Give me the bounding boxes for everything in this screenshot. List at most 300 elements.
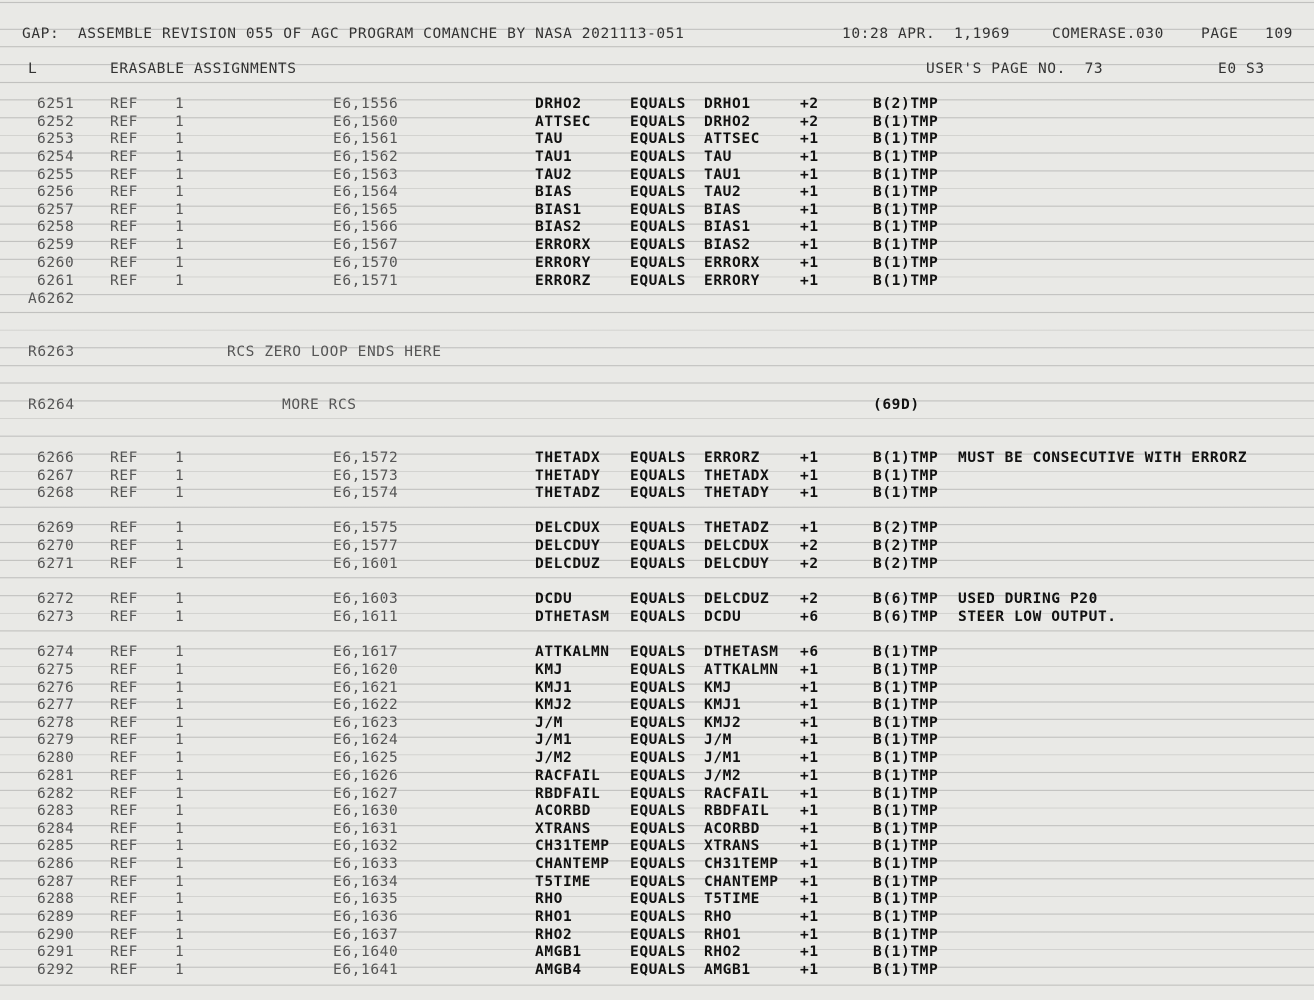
line-number: 6280 (37, 750, 75, 766)
offset: +1 (800, 962, 819, 978)
line-number: 6275 (37, 662, 75, 678)
bank-type: B(1)TMP (873, 131, 939, 147)
operand: THETADY (704, 485, 770, 501)
address: E6,1630 (333, 803, 399, 819)
operand: TAU1 (704, 167, 742, 183)
address: E6,1626 (333, 768, 399, 784)
ref-count: 1 (175, 485, 185, 501)
line-number: 6253 (37, 131, 75, 147)
address: E6,1577 (333, 538, 399, 554)
address: E6,1620 (333, 662, 399, 678)
operand: ERRORZ (704, 450, 760, 466)
ref-tag: REF (110, 202, 138, 218)
address: E6,1562 (333, 149, 399, 165)
offset: +1 (800, 468, 819, 484)
line-number: 6256 (37, 184, 75, 200)
comment: USED DURING P20 (958, 591, 1098, 607)
offset: +1 (800, 202, 819, 218)
opcode: EQUALS (630, 184, 686, 200)
operand: J/M1 (704, 750, 742, 766)
address: E6,1622 (333, 697, 399, 713)
line-number: 6251 (37, 96, 75, 112)
opcode: EQUALS (630, 909, 686, 925)
opcode: EQUALS (630, 715, 686, 731)
offset: +1 (800, 662, 819, 678)
header-page-number: 109 (1265, 26, 1293, 42)
opcode: EQUALS (630, 609, 686, 625)
offset: +1 (800, 715, 819, 731)
symbol-label: XTRANS (535, 821, 591, 837)
line-number: 6255 (37, 167, 75, 183)
opcode: EQUALS (630, 927, 686, 943)
header-file: COMERASE.030 (1052, 26, 1164, 42)
ref-count: 1 (175, 662, 185, 678)
symbol-label: RBDFAIL (535, 786, 601, 802)
ref-count: 1 (175, 237, 185, 253)
line-number: 6277 (37, 697, 75, 713)
ref-count: 1 (175, 219, 185, 235)
symbol-label: TAU (535, 131, 563, 147)
header-l-marker: L (28, 61, 38, 77)
offset: +1 (800, 450, 819, 466)
bank-type: B(2)TMP (873, 520, 939, 536)
ref-tag: REF (110, 662, 138, 678)
operand: TAU (704, 149, 732, 165)
symbol-label: ACORBD (535, 803, 591, 819)
ref-count: 1 (175, 114, 185, 130)
ref-count: 1 (175, 96, 185, 112)
operand: T5TIME (704, 891, 760, 907)
ref-tag: REF (110, 184, 138, 200)
operand: XTRANS (704, 838, 760, 854)
bank-type: B(1)TMP (873, 237, 939, 253)
address: E6,1570 (333, 255, 399, 271)
offset: +1 (800, 944, 819, 960)
line-number: 6266 (37, 450, 75, 466)
ref-tag: REF (110, 680, 138, 696)
ref-tag: REF (110, 237, 138, 253)
bank-type: B(1)TMP (873, 838, 939, 854)
address: E6,1641 (333, 962, 399, 978)
bank-type: B(1)TMP (873, 149, 939, 165)
offset: +2 (800, 591, 819, 607)
bank-type: B(1)TMP (873, 219, 939, 235)
bank-type: B(1)TMP (873, 697, 939, 713)
ref-tag: REF (110, 927, 138, 943)
ref-count: 1 (175, 944, 185, 960)
address: E6,1631 (333, 821, 399, 837)
offset: +1 (800, 891, 819, 907)
ref-count: 1 (175, 838, 185, 854)
opcode: EQUALS (630, 662, 686, 678)
address: E6,1633 (333, 856, 399, 872)
ref-tag: REF (110, 856, 138, 872)
ref-count: 1 (175, 255, 185, 271)
bank-type: B(2)TMP (873, 538, 939, 554)
opcode: EQUALS (630, 255, 686, 271)
bank-type: B(1)TMP (873, 821, 939, 837)
symbol-label: ERRORY (535, 255, 591, 271)
bank-type: B(1)TMP (873, 768, 939, 784)
bank-type: B(1)TMP (873, 644, 939, 660)
line-number: 6267 (37, 468, 75, 484)
address: E6,1575 (333, 520, 399, 536)
ref-count: 1 (175, 273, 185, 289)
offset: +1 (800, 768, 819, 784)
opcode: EQUALS (630, 750, 686, 766)
line-number: 6268 (37, 485, 75, 501)
offset: +1 (800, 750, 819, 766)
offset: +1 (800, 131, 819, 147)
section-title: ERASABLE ASSIGNMENTS (110, 61, 297, 77)
line-number: 6283 (37, 803, 75, 819)
opcode: EQUALS (630, 697, 686, 713)
ref-tag: REF (110, 219, 138, 235)
operand: CHANTEMP (704, 874, 779, 890)
symbol-label: CH31TEMP (535, 838, 610, 854)
opcode: EQUALS (630, 944, 686, 960)
line-number: 6290 (37, 927, 75, 943)
operand: THETADX (704, 468, 770, 484)
ref-tag: REF (110, 732, 138, 748)
bank-type: B(1)TMP (873, 485, 939, 501)
opcode: EQUALS (630, 485, 686, 501)
opcode: EQUALS (630, 273, 686, 289)
opcode: EQUALS (630, 114, 686, 130)
offset: +1 (800, 184, 819, 200)
symbol-label: CHANTEMP (535, 856, 610, 872)
address: E6,1640 (333, 944, 399, 960)
offset: +1 (800, 821, 819, 837)
operand: AMGB1 (704, 962, 751, 978)
header-page-label: PAGE (1201, 26, 1239, 42)
offset: +1 (800, 697, 819, 713)
symbol-label: BIAS (535, 184, 573, 200)
line-number: 6279 (37, 732, 75, 748)
operand: DELCDUY (704, 556, 770, 572)
ref-count: 1 (175, 450, 185, 466)
ref-tag: REF (110, 874, 138, 890)
remark-line-number-r6263: R6263 (28, 344, 75, 360)
opcode: EQUALS (630, 732, 686, 748)
offset: +2 (800, 114, 819, 130)
address: E6,1624 (333, 732, 399, 748)
address: E6,1623 (333, 715, 399, 731)
ref-count: 1 (175, 803, 185, 819)
symbol-label: RHO2 (535, 927, 573, 943)
bank-type: B(1)TMP (873, 184, 939, 200)
address: E6,1617 (333, 644, 399, 660)
opcode: EQUALS (630, 644, 686, 660)
symbol-label: BIAS1 (535, 202, 582, 218)
remark-line-number-r6264: R6264 (28, 397, 75, 413)
symbol-label: J/M (535, 715, 563, 731)
operand: DTHETASM (704, 644, 779, 660)
address: E6,1564 (333, 184, 399, 200)
symbol-label: BIAS2 (535, 219, 582, 235)
symbol-label: KMJ1 (535, 680, 573, 696)
line-number: 6258 (37, 219, 75, 235)
ref-tag: REF (110, 468, 138, 484)
opcode: EQUALS (630, 96, 686, 112)
ref-tag: REF (110, 450, 138, 466)
address: E6,1565 (333, 202, 399, 218)
ref-count: 1 (175, 131, 185, 147)
offset: +1 (800, 874, 819, 890)
ref-tag: REF (110, 644, 138, 660)
bank-type: B(1)TMP (873, 273, 939, 289)
bank-type: B(1)TMP (873, 803, 939, 819)
address: E6,1636 (333, 909, 399, 925)
operand: RHO (704, 909, 732, 925)
operand: DCDU (704, 609, 742, 625)
remark-rcs-zero-loop: RCS ZERO LOOP ENDS HERE (227, 344, 442, 360)
ref-tag: REF (110, 114, 138, 130)
address: E6,1637 (333, 927, 399, 943)
opcode: EQUALS (630, 202, 686, 218)
bank-type: B(1)TMP (873, 750, 939, 766)
remark-page-ref: (69D) (873, 397, 920, 413)
line-number: 6282 (37, 786, 75, 802)
address: E6,1561 (333, 131, 399, 147)
bank-type: B(1)TMP (873, 786, 939, 802)
line-number: 6276 (37, 680, 75, 696)
bank-type: B(1)TMP (873, 927, 939, 943)
offset: +2 (800, 538, 819, 554)
symbol-label: THETADY (535, 468, 601, 484)
line-number: 6289 (37, 909, 75, 925)
offset: +1 (800, 909, 819, 925)
symbol-label: DELCDUX (535, 520, 601, 536)
ref-count: 1 (175, 750, 185, 766)
opcode: EQUALS (630, 874, 686, 890)
operand: RACFAIL (704, 786, 770, 802)
symbol-label: DCDU (535, 591, 573, 607)
opcode: EQUALS (630, 680, 686, 696)
symbol-label: DTHETASM (535, 609, 610, 625)
line-number: 6278 (37, 715, 75, 731)
ref-tag: REF (110, 838, 138, 854)
ref-tag: REF (110, 520, 138, 536)
address: E6,1573 (333, 468, 399, 484)
opcode: EQUALS (630, 219, 686, 235)
ref-count: 1 (175, 821, 185, 837)
operand: DRHO1 (704, 96, 751, 112)
operand: ATTKALMN (704, 662, 779, 678)
address: E6,1634 (333, 874, 399, 890)
operand: RHO1 (704, 927, 742, 943)
symbol-label: AMGB1 (535, 944, 582, 960)
symbol-label: ERRORX (535, 237, 591, 253)
offset: +6 (800, 609, 819, 625)
ref-count: 1 (175, 609, 185, 625)
offset: +1 (800, 219, 819, 235)
header-title: GAP: ASSEMBLE REVISION 055 OF AGC PROGRAM COMANCHE BY NASA 2021113-051 (22, 26, 685, 42)
address: E6,1625 (333, 750, 399, 766)
opcode: EQUALS (630, 821, 686, 837)
offset: +1 (800, 927, 819, 943)
bank-type: B(6)TMP (873, 591, 939, 607)
remark-more-rcs: MORE RCS (282, 397, 357, 413)
offset: +1 (800, 680, 819, 696)
bank-type: B(1)TMP (873, 874, 939, 890)
operand: BIAS2 (704, 237, 751, 253)
ref-count: 1 (175, 927, 185, 943)
ref-tag: REF (110, 768, 138, 784)
symbol-label: AMGB4 (535, 962, 582, 978)
assembler-line-a6262: A6262 (28, 291, 75, 307)
ref-count: 1 (175, 891, 185, 907)
comment: STEER LOW OUTPUT. (958, 609, 1117, 625)
ref-tag: REF (110, 591, 138, 607)
opcode: EQUALS (630, 131, 686, 147)
ref-count: 1 (175, 644, 185, 660)
symbol-label: ERRORZ (535, 273, 591, 289)
ref-count: 1 (175, 468, 185, 484)
offset: +1 (800, 732, 819, 748)
symbol-label: TAU1 (535, 149, 573, 165)
ref-count: 1 (175, 591, 185, 607)
address: E6,1571 (333, 273, 399, 289)
line-number: 6287 (37, 874, 75, 890)
operand: J/M (704, 732, 732, 748)
line-number: 6270 (37, 538, 75, 554)
opcode: EQUALS (630, 891, 686, 907)
ref-count: 1 (175, 556, 185, 572)
ref-tag: REF (110, 821, 138, 837)
offset: +2 (800, 556, 819, 572)
bank-type: B(1)TMP (873, 450, 939, 466)
symbol-label: J/M2 (535, 750, 573, 766)
ref-count: 1 (175, 520, 185, 536)
offset: +1 (800, 485, 819, 501)
e0-s3-marker: E0 S3 (1218, 61, 1265, 77)
ref-tag: REF (110, 786, 138, 802)
bank-type: B(1)TMP (873, 114, 939, 130)
address: E6,1567 (333, 237, 399, 253)
symbol-label: KMJ2 (535, 697, 573, 713)
offset: +1 (800, 786, 819, 802)
ref-count: 1 (175, 715, 185, 731)
line-number: 6271 (37, 556, 75, 572)
symbol-label: J/M1 (535, 732, 573, 748)
bank-type: B(1)TMP (873, 255, 939, 271)
ref-tag: REF (110, 538, 138, 554)
symbol-label: KMJ (535, 662, 563, 678)
opcode: EQUALS (630, 520, 686, 536)
line-number: 6288 (37, 891, 75, 907)
line-number: 6284 (37, 821, 75, 837)
line-number: 6260 (37, 255, 75, 271)
line-number: 6272 (37, 591, 75, 607)
operand: ERRORX (704, 255, 760, 271)
ref-count: 1 (175, 680, 185, 696)
line-number: 6291 (37, 944, 75, 960)
address: E6,1566 (333, 219, 399, 235)
symbol-label: RACFAIL (535, 768, 601, 784)
operand: ATTSEC (704, 131, 760, 147)
line-number: 6292 (37, 962, 75, 978)
ref-count: 1 (175, 909, 185, 925)
bank-type: B(1)TMP (873, 715, 939, 731)
operand: RHO2 (704, 944, 742, 960)
line-number: 6252 (37, 114, 75, 130)
bank-type: B(1)TMP (873, 680, 939, 696)
bank-type: B(1)TMP (873, 891, 939, 907)
ref-tag: REF (110, 697, 138, 713)
offset: +1 (800, 273, 819, 289)
opcode: EQUALS (630, 468, 686, 484)
offset: +2 (800, 96, 819, 112)
header-time: 10:28 APR. 1,1969 (842, 26, 1010, 42)
users-page-number: USER'S PAGE NO. 73 (926, 61, 1104, 77)
ref-count: 1 (175, 962, 185, 978)
ref-count: 1 (175, 167, 185, 183)
ref-tag: REF (110, 609, 138, 625)
ref-tag: REF (110, 803, 138, 819)
opcode: EQUALS (630, 962, 686, 978)
bank-type: B(1)TMP (873, 962, 939, 978)
bank-type: B(1)TMP (873, 732, 939, 748)
ref-tag: REF (110, 750, 138, 766)
address: E6,1632 (333, 838, 399, 854)
address: E6,1601 (333, 556, 399, 572)
ref-tag: REF (110, 962, 138, 978)
opcode: EQUALS (630, 803, 686, 819)
opcode: EQUALS (630, 237, 686, 253)
bank-type: B(2)TMP (873, 556, 939, 572)
opcode: EQUALS (630, 149, 686, 165)
ref-tag: REF (110, 909, 138, 925)
address: E6,1611 (333, 609, 399, 625)
symbol-label: THETADX (535, 450, 601, 466)
ref-count: 1 (175, 184, 185, 200)
offset: +1 (800, 803, 819, 819)
ref-count: 1 (175, 786, 185, 802)
offset: +1 (800, 167, 819, 183)
ref-count: 1 (175, 149, 185, 165)
operand: THETADZ (704, 520, 770, 536)
symbol-label: ATTSEC (535, 114, 591, 130)
opcode: EQUALS (630, 538, 686, 554)
operand: DELCDUX (704, 538, 770, 554)
ref-tag: REF (110, 556, 138, 572)
operand: KMJ1 (704, 697, 742, 713)
bank-type: B(6)TMP (873, 609, 939, 625)
ref-count: 1 (175, 856, 185, 872)
ref-count: 1 (175, 768, 185, 784)
opcode: EQUALS (630, 450, 686, 466)
opcode: EQUALS (630, 838, 686, 854)
line-number: 6274 (37, 644, 75, 660)
line-number: 6254 (37, 149, 75, 165)
operand: DELCDUZ (704, 591, 770, 607)
ref-tag: REF (110, 131, 138, 147)
ref-count: 1 (175, 732, 185, 748)
line-number: 6269 (37, 520, 75, 536)
operand: ERRORY (704, 273, 760, 289)
symbol-label: DELCDUY (535, 538, 601, 554)
line-number: 6285 (37, 838, 75, 854)
offset: +6 (800, 644, 819, 660)
bank-type: B(1)TMP (873, 662, 939, 678)
operand: CH31TEMP (704, 856, 779, 872)
address: E6,1627 (333, 786, 399, 802)
ref-tag: REF (110, 485, 138, 501)
bank-type: B(1)TMP (873, 167, 939, 183)
address: E6,1572 (333, 450, 399, 466)
ref-tag: REF (110, 149, 138, 165)
